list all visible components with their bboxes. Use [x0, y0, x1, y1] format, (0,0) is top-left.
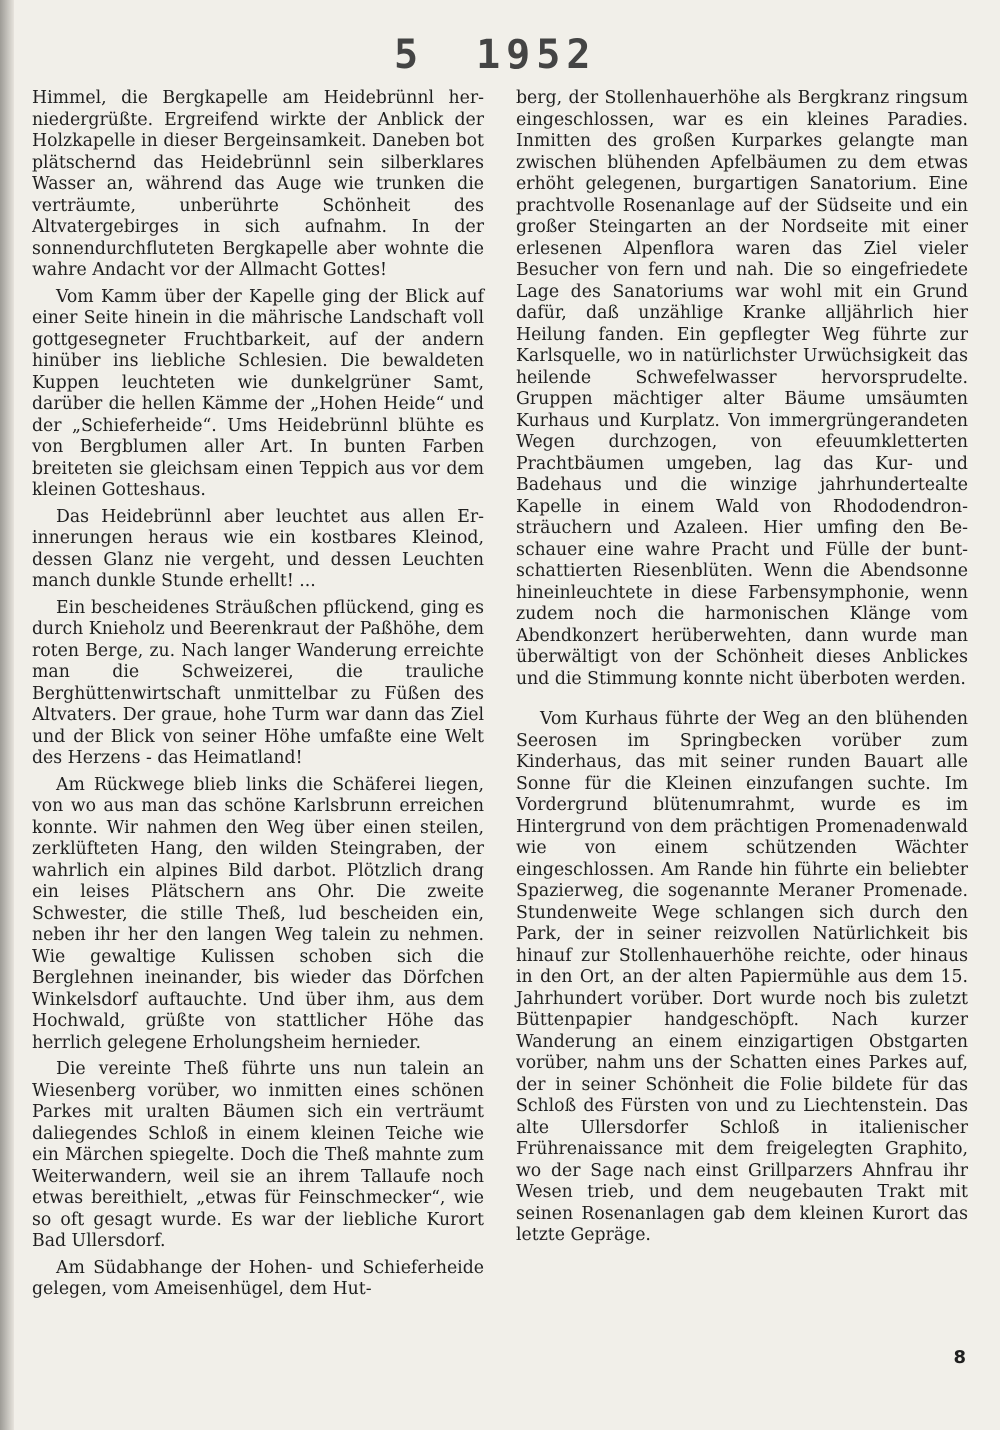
- paragraph: Himmel, die Bergkapelle am Heidebrünnl herniedergrüßte. Ergreifend wirkte der Anblick der Holzkapelle in dieser Bergeinsamkeit. Daneben bot plätschernd das Heidebrünnl sein silberklares Wasser an, während das Auge wie trunken die verträumte, unberührte Schönheit des Altvatergebirges in sich aufnahm. In der sonnendurchfluteten Bergkapelle aber wohnte die wahre Andacht vor der Allmacht Gottes!: [32, 88, 484, 280]
- left-text-column: [32, 88, 484, 1306]
- issue-number: 5: [394, 32, 425, 78]
- paragraph: Am Rückwege blieb links die Schäferei liegen, von wo aus man das schöne Karlsbrunn erreichen konnte. Wir nahmen den Weg über einen steilen, zerklüfteten Hang, den wilden Steingraben, der wahrlich ein alpines Bild darbot. Plötzlich drang ein leises Plätschern ans Ohr. Die zweite Schwester, die stille Theß, lud bescheiden ein, neben ihr her den langen Weg talein zu nehmen. Wie gewaltige Kulissen schoben sich die Berglehnen ineinander, bis wieder das Dörfchen Winkelsdorf auftauchte. Und über ihm, aus dem Hochwald, grüßte von stattlicher Höhe das herrlich gelegene Erholungsheim hernieder.: [32, 774, 484, 1053]
- right-text-column: [516, 88, 968, 1252]
- page-number: 8: [953, 1347, 966, 1368]
- paragraph: Das Heidebrünnl aber leuchtet aus allen Erinnerungen heraus wie ein kostbares Kleinod, dessen Glanz nie vergeht, und dessen Leuchten manch dunkle Stunde erhellt! ...: [32, 506, 484, 591]
- paragraph: berg, der Stollenhauerhöhe als Bergkranz ringsum eingeschlossen, war es ein kleines Paradies. Inmitten des großen Kurparkes gelangte man zwischen blühenden Apfelbäumen zu dem etwas erhöht gelegenen, burgartigen Sanatorium. Eine prachtvolle Rosenanlage auf der Südseite und ein großer Steingarten an der Nordseite mit einer erlesenen Alpenflora waren das Ziel vieler Besucher von fern und nah. Die so eingefriedete Lage des Sanatoriums war wohl mit ein Grund dafür, daß unzählige Kranke alljährlich hier Heilung fanden. Ein gepflegter Weg führte zur Karlsquelle, wo in natürlichster Urwüchsigkeit das heilende Schwefelwasser hervorsprudelte. Gruppen mächtiger alter Bäume umsäumten Kurhaus und Kurplatz. Von immergrüngerandeten Wegen durchzogen, von efeuumkletterten Prachtbäumen umgeben, lag das Kur- und Badehaus und die winzige jahrhundertealte Kapelle in einem Wald von Rhododendronsträuchern und Azaleen. Hier umfing den Beschauer eine wahre Pracht und Fülle der buntschattierten Riesenblüten. Wenn die Abendsonne hineinleuchtete in diese Farbensymphonie, wenn zudem noch die harmonischen Klänge vom Abendkonzert herüberwehten, dann wurde man überwältigt von der Schönheit dieses Anblickes und die Stimmung konnte nicht überboten werden.: [516, 88, 968, 689]
- page-edge-shadow: [0, 0, 14, 1430]
- paragraph: Am Südabhange der Hohen- und Schieferheide gelegen, vom Ameisenhügel, dem Hut-: [32, 1257, 484, 1299]
- paragraph: Vom Kurhaus führte der Weg an den blühenden Seerosen im Springbecken vorüber zum Kinderhaus, das mit seiner runden Bauart alle Sonne für die Kleinen einzufangen suchte. Im Vordergrund blütenumrahmt, wurde es im Hintergrund von dem prächtigen Promenadenwald wie von einem schützenden Wächter eingeschlossen. Am Rande hin führte ein beliebter Spazierweg, die sogenannte Meraner Promenade. Stundenweite Wege schlangen sich durch den Park, der in seiner reizvollen Natürlichkeit bis hinauf zur Stollenhauerhöhe reichte, oder hinaus in den Ort, an der alten Papiermühle aus dem 15. Jahrhundert vorüber. Dort wurde noch bis zuletzt Büttenpapier handgeschöpft. Nach kurzer Wanderung an einem einzigartigen Obstgarten vorüber, nahm uns der Schatten eines Parkes auf, der in seiner Schönheit die Folie bildete für das Schloß des Fürsten von und zu Liechtenstein. Das alte Ullersdorfer Schloß in italienischer Frührenaissance mit dem freigelegten Graphito, wo der Sage nach einst Grillparzers Ahnfrau ihr Wesen trieb, und dem neugebauten Trakt mit seinen Rosenanlagen gab dem kleinen Kurort das letzte Gepräge.: [516, 709, 968, 1245]
- issue-date-stamp: [394, 32, 596, 78]
- issue-year: 1952: [476, 32, 597, 78]
- paragraph: Vom Kamm über der Kapelle ging der Blick auf einer Seite hinein in die mährische Landschaft voll gottgesegneter Fruchtbarkeit, auf der andern hinüber ins liebliche Schlesien. Die bewaldeten Kuppen leuchteten wie dunkelgrüner Samt, darüber die hellen Kämme der „Hohen Heide“ und der „Schieferheide“. Ums Heidebrünnl blühte es von Bergblumen aller Art. In bunten Farben breiteten sie gleichsam einen Teppich aus vor dem kleinen Gotteshaus.: [32, 286, 484, 500]
- paragraph: Ein bescheidenes Sträußchen pflückend, ging es durch Knieholz und Beerenkraut der Paßhöhe, dem roten Berge, zu. Nach langer Wanderung erreichte man die Schweizerei, die trauliche Berghüttenwirtschaft unmittelbar zu Füßen des Altvaters. Der graue, hohe Turm war dann das Ziel und der Blick von seiner Höhe umfaßte eine Welt des Herzens - das Heimatland!: [32, 597, 484, 768]
- paragraph: Die vereinte Theß führte uns nun talein an Wiesenberg vorüber, wo inmitten eines schönen Parkes mit uralten Bäumen sich ein verträumt daliegendes Schloß in einem kleinen Teiche wie ein Märchen spiegelte. Doch die Theß mahnte zum Weiterwandern, weil sie an ihrem Tallaufe noch etwas bereithielt, „etwas für Feinschmecker“, wie so oft gesagt wurde. Es war der liebliche Kurort Bad Ullersdorf.: [32, 1059, 484, 1251]
